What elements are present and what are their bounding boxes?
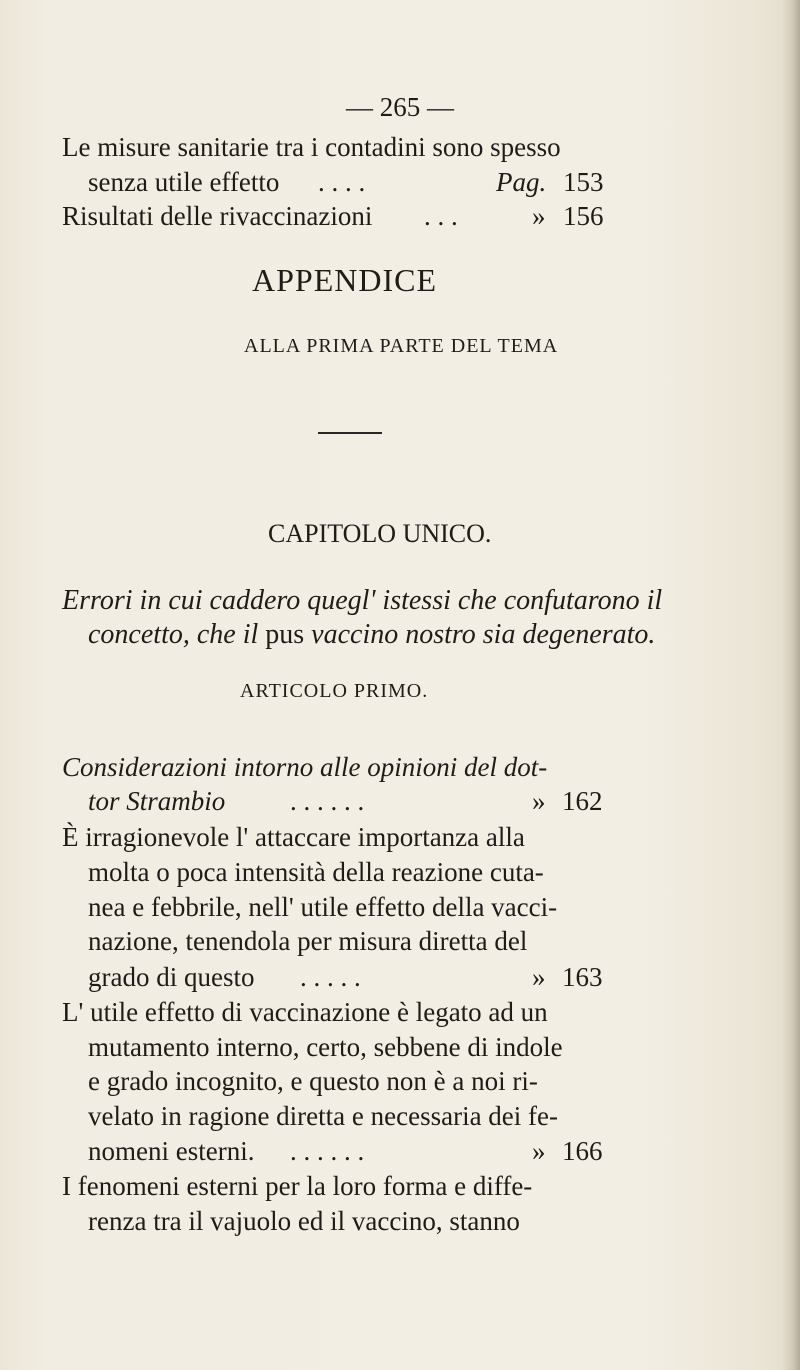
chapter-description-part-a: concetto, che il [88,619,259,650]
article-entry-3-line-4: velato in ragione diretta e necessaria dei fe- [88,1101,559,1131]
article-entry-2-line-1: È irragionevole l' attaccare importanza alla [62,822,525,852]
article-entry-1-dots: . . . . . . [290,786,365,816]
section-divider [318,432,382,434]
toc-entry-1-ref: Pag. [496,167,547,197]
article-entry-2-line-2: molta o poca intensità della reazione cuta- [88,857,544,887]
toc-entry-2-dots: . . . [424,201,458,231]
toc-entry-1-line-1: Le misure sanitarie tra i contadini sono spesso [62,132,561,162]
chapter-title: CAPITOLO UNICO. [268,519,492,548]
chapter-description-part-c: vaccino nostro sia degenerato. [311,619,656,650]
article-entry-1-page: 162 [562,786,603,816]
article-entry-2-line-5: grado di questo [88,962,255,992]
toc-entry-1-page: 153 [563,167,604,197]
toc-entry-1-dots: . . . . [318,167,366,197]
article-entry-3-line-5: nomeni esterni. [88,1136,255,1166]
toc-entry-2-page: 156 [563,201,604,231]
article-entry-3-page: 166 [562,1136,603,1166]
page-number: — 265 — [346,92,454,122]
article-entry-1-line-2: tor Strambio [88,786,226,816]
toc-entry-2-text: Risultati delle rivaccinazioni [62,201,373,231]
chapter-description-part-b: pus [265,619,305,650]
article-title: ARTICOLO PRIMO. [240,680,429,702]
article-entry-2-dots: . . . . . [300,962,361,992]
toc-entry-2-ref: » [532,201,546,231]
page-edge-shadow [782,0,800,1370]
article-entry-1-line-1: Considerazioni intorno alle opinioni del dot- [62,752,548,782]
article-entry-3-line-3: e grado incognito, e questo non è a noi ri- [88,1066,538,1096]
article-entry-3-line-2: mutamento interno, certo, sebbene di indole [88,1032,563,1062]
appendix-subtitle: ALLA PRIMA PARTE DEL TEMA [244,335,559,357]
article-entry-2-line-3: nea e febbrile, nell' utile effetto della vacci- [88,892,558,922]
article-entry-4-line-1: I fenomeni esterni per la loro forma e diffe- [62,1171,533,1201]
appendix-title: APPENDICE [252,262,438,298]
article-entry-1-ref: » [532,786,546,816]
article-entry-3-line-1: L' utile effetto di vaccinazione è legato ad un [62,997,548,1027]
chapter-description-line-1: Errori in cui caddero quegl' istessi che confutarono il [62,585,663,616]
article-entry-2-ref: » [532,962,546,992]
article-entry-3-dots: . . . . . . [290,1136,365,1166]
article-entry-4-line-2: renza tra il vajuolo ed il vaccino, stanno [88,1206,520,1236]
chapter-description-line-2 [88,619,655,651]
article-entry-3-ref: » [532,1136,546,1166]
article-entry-2-page: 163 [562,962,603,992]
toc-entry-1-line-2: senza utile effetto [88,167,280,197]
article-entry-2-line-4: nazione, tenendola per misura diretta del [88,926,528,956]
